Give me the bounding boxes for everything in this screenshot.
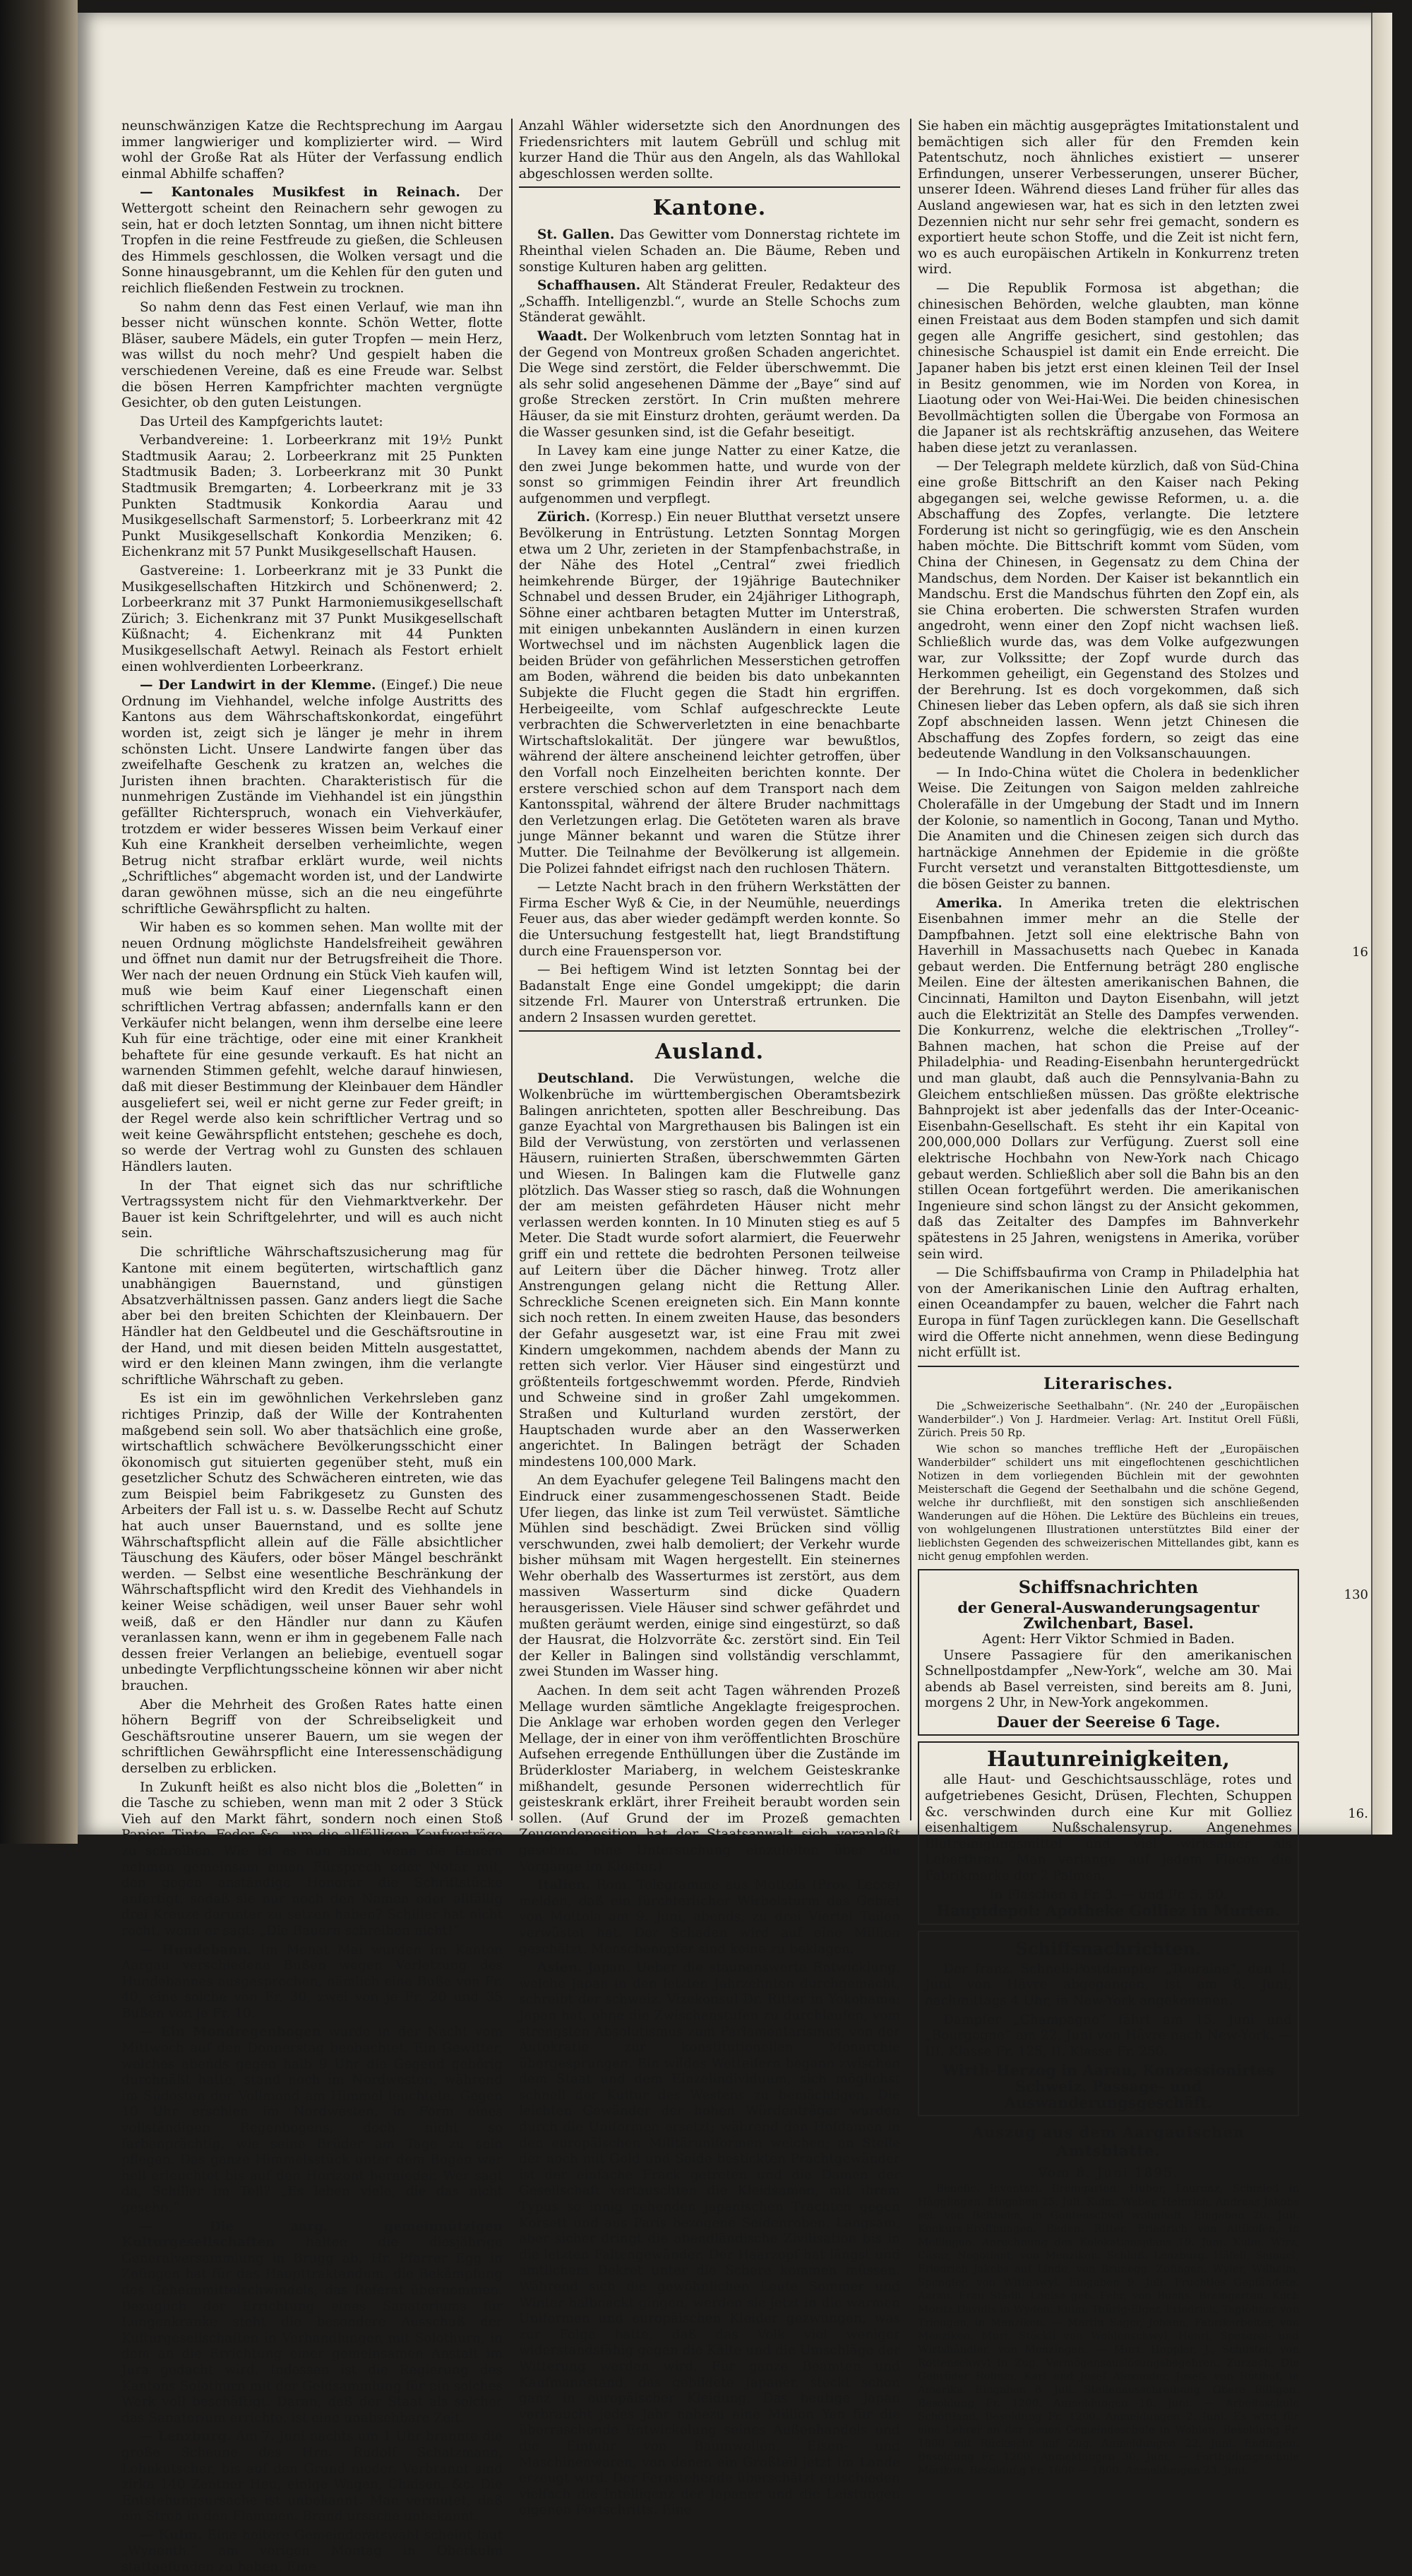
article-heading: — Lenzburg. bbox=[140, 2429, 232, 2445]
article-text: (Korresp.) Ein neuer Blutthat versetzt unsere Bevölkerung in Entrüstung. Letzten Sonntag Morgen etwa um 2 Uhr, zerieten in der Stampfenbachstraße, in der Nähe des Hotel „Central“ zwei friedlich heimkehrende Bürger, der 19jährige Bautechniker Schnabel und dessen Bruder, ein 24jähriger Lithograph, Söhne einer achtbaren betagten Mutter im Unterstraß, mit einigen unbekannten Ausländern in einen kurzen Wortwechsel und im nächsten Augenblick lagen die beiden Brüder von gefährlichen Messerstichen getroffen am Boden, während die beiden bis dato unbekannten Subjekte die Flucht gegen die Stadt hin ergriffen. Herbeigeeilte, vom Schlaf aufgeschreckte Leute verbrachten die Schwerverletzten in eine benachbarte Wirtschaftslokalität. Der jüngere war bewußtlos, während der ältere anscheinend leichter getroffen, über den Vorfall noch Einzelheiten berichten konnte. Der erstere verschied schon auf dem Transport nach dem Kantonsspital, während der ältere Bruder nachmittags den Verletzungen erlag. Die Getöteten waren als brave junge Männer bekannt und waren die Stütze ihrer Mutter. Die Teilnahme der Bevölkerung ist allgemein. Die Polizei fahndet eifrigst nach den ruchlosen Thätern. bbox=[519, 510, 900, 876]
article-text: Eine heitere Gemeinderatswahl scheint laut „Wynenth.“ am vorigen Montag in Oberkulm stattgefunden zu haben. Eine bbox=[121, 2527, 503, 2575]
paragraph: — Bei heftigem Wind ist letzten Sonntag bei der Badanstalt Enge eine Gondel umgekippt; die darin sitzende Frl. Maurer von Unterstraß ertrunken. Die andern 2 Insassen wurden gerettet. bbox=[519, 962, 900, 1025]
article-text: Das Gewitter vom Donnerstag richtete im Rheinthal vielen Schaden an. Die Bäume, Reben und sonstige Kulturen haben arg gelitten. bbox=[519, 227, 900, 275]
paragraph: — Letzte Nacht brach in den frühern Werkstätten der Firma Escher Wyß & Cie, in der Neumühle, neuerdings Feuer aus, das aber wieder gedämpft werden konnte. So die Untersuchung festgestellt hat, liegt Brandstiftung durch eine Frauensperson vor. bbox=[519, 880, 900, 959]
article-lenzburg bbox=[121, 2429, 503, 2525]
book-binding bbox=[0, 0, 78, 1844]
ad-body: Dampfer „Champagne“ fährt am 15. Juni und „Bourgogne“ am 22. Juni von Hâvre nach New-York. — III. Klasse Fr. 125, II. Klasse Fr. 250. bbox=[925, 2012, 1292, 2059]
paragraph: An dem Eyachufer gelegene Teil Balingens macht den Eindruck einer zusammengeschossenen Stadt. Beide Ufer liegen, das linke ist zum Teil verwüstet. Sämtliche Mühlen sind beschädigt. Zwei Brücken sind völlig verschwunden, zwei halb demoliert; der Verkehr wurde bisher mühsam mit Wagen hergestellt. Ein steinernes Wehr oberhalb des Wasserturmes ist zerstört, aus dem massiven Wasserturm sind dicke Quadern herausgerissen. Viele Häuser sind schwer gefährdet und mußten geräumt werden, einige sind eingestürzt, so daß der Hausrat, die Holzvorräte &c. zerstört sind. Ein Teil der Keller in Balingen sind vollständig verschlammt, zwei Stunden im Wasser hing. bbox=[519, 1473, 900, 1680]
article-heading: — Kulm. bbox=[140, 2527, 203, 2543]
article-amerika bbox=[918, 896, 1299, 1263]
paragraph: So nahm denn das Fest einen Verlauf, wie man ihn besser nicht wünschen konnte. Schön Wetter, flotte Bläser, saubere Mädels, ein guter Tropfen — mein Herz, was willst du noch mehr? Und gespielt haben die verschiedenen Vereine, daß es eine Freude war. Selbst die bösen Herren Kampfrichter machten vergnügte Gesichter, ob den guten Leistungen. bbox=[121, 299, 503, 411]
article-deutschland bbox=[519, 1071, 900, 1470]
paragraph: Das Urteil des Kampfgerichts lautet: bbox=[140, 414, 383, 429]
article-zurich bbox=[519, 510, 900, 877]
paragraph-schiffsbau: — Die Schiffsbaufirma von Cramp in Philadelphia hat von der Amerikanischen Linie den Auftrag erhalten, einen Oceandampfer zu bauen, welcher die Fahrt nach Europa in fünf Tagen zurücklegen kann. Die Gesellschaft wird die Offerte nicht annehmen, wenn diese Bedingung nicht erfüllt ist. bbox=[918, 1265, 1299, 1361]
column-divider-2 bbox=[910, 119, 911, 1820]
article-text: Der Wolkenbruch vom letzten Sonntag hat in der Gegend von Montreux großen Schaden angerichtet. Die Wege sind zerstört, die Felder überschwemmt. Die als sehr solid angesehenen Dämme der „Baye“ sind auf große Strecken zerstört. In Crin mußten mehrere Häuser, da sie mit Einsturz drohten, geräumt werden. Da die Wasser gesunken sind, ist die Gefahr beseitigt. bbox=[519, 328, 900, 440]
ad-body: Unsere Passagiere für den amerikanischen Schnellpostdampfer „New-York“, welche am 30. Mai abends ab Basel verreisten, sind bereits am 8. Juni, morgens 2 Uhr, in New-York angekommen. bbox=[925, 1647, 1292, 1711]
article-heading: — Hundebann. bbox=[140, 1942, 252, 1957]
amtsblatt-date: Vom 8. Juni 1895. bbox=[1038, 2166, 1179, 2181]
article-musikfest bbox=[121, 185, 503, 297]
column-1 bbox=[121, 119, 503, 2575]
article-kulm bbox=[121, 2528, 503, 2576]
article-heading: St. Gallen. bbox=[537, 227, 615, 243]
article-asien bbox=[519, 1960, 900, 2519]
ad-title: Schiffsnachrichten. bbox=[1015, 1938, 1202, 1959]
paragraph: In der That eignet sich das nur schriftliche Vertragssystem nicht für den Viehmarktverkehr. Der Bauer ist kein Schriftgelehrter, und will es auch nicht sein. bbox=[121, 1178, 503, 1241]
ad-footer: Dauer der Seereise 6 Tage. bbox=[996, 1712, 1221, 1731]
margin-mark: 130 bbox=[1344, 1587, 1368, 1602]
ad-depot: Hauptdepot: Apotheke Golliez in Murten. bbox=[936, 1902, 1281, 1920]
article-italien bbox=[519, 1878, 900, 1957]
newspaper-page bbox=[78, 13, 1392, 2575]
paragraph: Es ist ein im gewöhnlichen Verkehrsleben ganz richtiges Prinzip, daß der Wille der Kontrahenten maßgebend sein soll. Wo aber thatsächlich eine große, wirtschaftlich schwächere Bevölkerungsschicht einer ökonomisch gut situierten gegenüber steht, muß ein gesetzlicher Schutz des Schwächeren eintreten, wie das zum Beispiel beim Fabrikgesetz zu Gunsten des Arbeiters der Fall ist u. s. w. Dasselbe Recht auf Schutz hat auch unser Bauernstand, und es sollte jene Währschaftspflicht allein auf die Fälle absichtlicher Täuschung des Käufers, oder böser Mängel beschränkt werden. — Selbst eine wesentliche Beschränkung der Währschaftspflicht wird den Kredit des Viehhandels in keiner Weise schädigen, weil unser Bauer sehr wohl weiß, daß er den Händler nur dann zu Käufen veranlassen kann, wenn er ihm in gegebenem Falle nach dessen freier Verlangen an beliebige, eventuell sogar unbedingte Verpflichtungsscheine können wir aber nicht brauchen. bbox=[121, 1391, 503, 1693]
article-heading: Asien. bbox=[537, 1960, 582, 1976]
article-heading: Deutschland. bbox=[537, 1071, 634, 1087]
article-mondregenbogen bbox=[121, 2025, 503, 2216]
ad-golliez bbox=[918, 1741, 1299, 1924]
paragraph-telegraph: — Der Telegraph meldete kürzlich, daß von Süd-China eine große Bittschrift an den Kaiser nach Peking abgegangen sei, welche gewisse Reformen, u. a. die Abschaffung des Zopfes, verlangte. Die letztere Forderung ist nicht so geringfügig, wie es den Anschein haben möchte. Die Bittschrift kommt vom Süden, vom China der Chinesen, in Gegensatz zu dem China der Mandschus, dem Norden. Der Kaiser ist bekanntlich ein Mandschu. Erst die Mandschus führten den Zopf ein, als sie China eroberten. Die schwersten Strafen wurden angedroht, wenn einer den Zopf nicht wachsen ließ. Schließlich wurde das, was dem Volke aufgezwungen war, zur Volkssitte; der Zopf wurde durch das Herkommen geheiligt, ein Gegenstand des Stolzes und der Berehrung. Ist es doch vorgekommen, daß sich Chinesen lieber das Leben opfern, als daß sie sich ihren Zopf abschneiden lassen. Wenn jetzt Chinesen die Abschaffung des Zopfes fordern, so zeigt das eine bedeutende Wandlung in den Volksanschauungen. bbox=[918, 459, 1299, 762]
article-text: (Eingef.) Die neue Ordnung im Viehhandel, welche infolge Austritts des Kantons aus dem Währschaftskonkordat, eingeführt worden ist, zeigt sich je länger je mehr in ihrem schönsten Licht. Unsere Landwirte fangen über das zweifelhafte Geschenk zu kratzen an, welches die Juristen ihnen brachten. Charakteristisch für die nunmehrigen Zustände im Viehhandel ist ein jüngsthin gefällter Richterspruch, wonach ein Viehverkäufer, trotzdem er wider besseres Wissen beim Verkauf einer Kuh eine Krankheit derselben verheimlichte, wegen Betrug nicht strafbar erklärt wurde, weil nichts „Schriftliches“ abgemacht worden ist, und der Landwirte daran gewöhnen müsse, sich an die neu eingeführte schriftliche Gewährspflicht zu halten. bbox=[121, 678, 503, 917]
article-heading: Italien. bbox=[537, 1878, 590, 1893]
column-divider-1 bbox=[511, 119, 513, 1820]
column-2 bbox=[519, 119, 900, 2518]
article-heading: Schaffhausen. bbox=[537, 278, 641, 294]
ad-title: Schiffsnachrichten bbox=[1018, 1576, 1199, 1597]
section-title-ausland: Ausland. bbox=[654, 1039, 765, 1065]
article-heading: Waadt. bbox=[537, 328, 588, 344]
article-heading: Zürich. bbox=[537, 510, 590, 525]
paragraph: Anzahl Wähler widersetzte sich den Anordnungen des Friedensrichters mit lautem Gebrüll und schlug mit kurzer Hand die Thür aus den Angeln, als das Wahllokal abgeschlossen werden sollte. bbox=[519, 119, 900, 181]
article-heading: Amerika. bbox=[936, 895, 1003, 911]
article-heading: — Kantonales Musikfest in Reinach. bbox=[140, 185, 460, 201]
section-title-literarisches: Literarisches. bbox=[1043, 1374, 1173, 1393]
article-heading: — Ein Mondregenbogen bbox=[140, 2025, 322, 2040]
article-hundebann bbox=[121, 1943, 503, 2022]
ad-touraine bbox=[918, 1931, 1299, 2116]
ad-title: Hautunreinigkeiten, bbox=[986, 1747, 1231, 1772]
paragraph: In Lavey kam eine junge Natter zu einer Katze, die den zwei Junge bekommen hatte, und wurde von der sonst so grimmigen Feindin ihrer Art freundlich aufgenommen und verpflegt. bbox=[519, 443, 900, 506]
section-title-kantone: Kantone. bbox=[652, 196, 767, 221]
section-rule bbox=[519, 186, 900, 188]
section-rule bbox=[519, 1030, 900, 1032]
article-waadt bbox=[519, 329, 900, 441]
article-st-gallen bbox=[519, 227, 900, 275]
article-text: halten die diesjährige Generalversammlung in Brugg ab. Hr. Pfarrer Egg in Zofingen hat für das Haupttraktandum, die Bekämpfung des Geheimmittelschwindels, das Referat übernommen. Bezüglich der Errichtung eines Sanatoriums für Lungenkranke steht die besondere Ausschuß der Kulturgesellschaften in Verhandlungen mit Solothurn, in dem an die Errichtung einer gemeinsamen Anstalt im Jura gedacht wird. Indessen ist die Regierung des Kantons Solothurn mit der Geldsammlung für ein solches Werk voll beschäftigt. Daran, daß der Staat als solcher das Sanatorium errichte, ist eine unabsehbare Zeit. bbox=[121, 2235, 503, 2426]
ad-agent: Wirth-Herzog in Aarau, Konzessionirtes Schweiz. Passage- und Auswanderungsgeschäft. bbox=[942, 2061, 1275, 2111]
article-text: Rom. Telegramme aus Mottola (Prov. Lecce) melden, daß ein fürchterlicher Wirbelsturm das Gebiet von Mottola am 9. Juni, abends, zu drei Viertel Teilen verwüstet hat. Der Schaden wird auf eine Million geschätzt. Menschenopfer sind keine zu beklagen. bbox=[519, 1878, 900, 1957]
paragraph-aachen: Aachen. In dem seit acht Tagen währenden Prozeß Mellage wurden sämtliche Angeklagte freigesprochen. Die Anklage war erhoben worden gegen den Verleger Mellage, der in einer von ihm veröffentlichten Broschüre Aufsehen erregende Enthüllungen über die Zustände im Brüderkloster Mariaberg, in welchem Geisteskranke mißhandelt, gesunde Personen widerrechtlich für geisteskrank erklärt, ihrer Freiheit beraubt worden sein sollen. (Auf Grund der im Prozeß gemachten Zeugendeposition hat der Staatsanwalt sich veranlaßt gesehen, eine Untersuchung einzuleiten über die Vorgänge im Kloster.) bbox=[519, 1683, 900, 1874]
article-text: wurde in der Nacht vom Mittwoch auf den Donnerstag beobachtet. Ein Gewitter, welches abends gegen halb 9 Uhr die Gegend gehörig durchnäßt hatte, stand noch im Nordwesten, während im Südosten der Vollmond am Himmel leuchtete. Gegen 10 Uhr erschien im Nordwesten, in Form eines vollständigen Regenbogens, doch nicht so farbenprächtig, wie seine Brüder am Tage zu sein pflegen. Das ganze Himmelsstück unter dem Bogen war hell erleuchtet bis auf den Horizont hernieder. Wer sagt da, Schiller im Tell? „Es leben viele, die das nicht gesehn.“ bbox=[121, 2025, 503, 2215]
ad-zwilchenbart bbox=[918, 1569, 1299, 1736]
paragraph-gastvereine: Gastvereine: 1. Lorbeerkranz mit je 33 Punkt die Musikgesellschaften Hitzkirch und Schönenwerd; 2. Lorbeerkranz mit 37 Punkt Harmoniemusikgesellschaft Zürich; 3. Eichenkranz mit 37 Punkt Musikgesellschaft Küßnacht; 4. Eichenkranz mit 44 Punkten Musikgesellschaft Aetwyl. Reinach als Festort erhielt einen wohlverdienten Lorbeerkranz. bbox=[121, 564, 503, 674]
article-text: Japan. Ueber die staunenswerte Entwicklung, welche Japan in den letzten Jahrzehnten durchgemacht, schreibt der schweiz. Vizekonsul Dr. Ritter in Yokohama: Japan hat, ohne die Zwischenstufen zu durchlaufen, vom strengsten Absolutismus zum Parlamentarismus, von der Autokratie zur konstitutionellen Monarchie übergesprungen. Ein wildes Wetteifern begann zwischen dem Staat und dem Einzelindividuum, sich möglichst schnell der Kultur des Westens zu bemächtigen. Die leichten Gewänder der hohen Würdenträger wurden durch die Uniformen ersetzt; während den Hofdamen in den europäischen Militäruniformen weichen; an Stelle der noch mit Gold und Seide bestickten Prachtgewänder ist der einfache Frack getreten und die Damen der Gesellschaft vertauschten die Kleidsamen, mit ihrem Typus so innig gehenden japanischen Trachten gegen Korsett und aus Paris bezogene Seidenroben. Langsam, aber sicher dringt die abendländische Zivilisation bis in die letzten Faltengewänder. Der Haarzopf hat längst und amtlichem Dekret unter die Schere kommen müssen. Während sich die gewöhnlichen Leute Sommer und Winter halbnackt gingen, werden sie jetzt in die warmen Uniformen und europäischen Kleider gezwungen, was zur Folge hatte, daß das Volk viel weniger widerstandsfähig gegen die Kälte und die Umschläge der Witterung werden wird. Für ganze Beamten und Kaufmannstand, das gebildete Japaner, steckt schon ganz in europäischer Kleidung. Das heutige Japan verbraucht jedes Jahr nahezu eine Million Yen für die überraschende Entwickelung seines Außenhandels und die Einfuhr von Baumwollen, Eisen- und Maschinenwaren, von denen ein Großteil jetzt im Lande erzeugt wird. Der Fernstehende überschätzt entschieden vielfach die Intelligenz der Japaner und die Leistungen eigenen Fortschritts. Eine bbox=[519, 1960, 900, 2518]
article-text: Am 7. Juni nachts um 1 Uhr brannte die große Scheune des Hrn. Rudolf Schatzmann, Lohnkutscher, bis auf den Grund nieder. Verbrannt sind zirka 140 Zentner Heu, einige Wagen, Chaisen, &c. Die Entstehungsursache ist unbekannt. Man vermutet, daß ein Stroh in den Flammen. Brand ursache unbekannt. bbox=[121, 2429, 503, 2524]
ad-body: Der franz. Schnell-Postdampfer „Touraine“, den 1. Juni von Hâvre abgegangen, ist am 8. Juni, nachmittags 4 Uhr, in New-York angekommen. bbox=[925, 1961, 1292, 2008]
article-kulturgesellschaften bbox=[121, 2219, 503, 2427]
ad-price: In Flaschen à Fr. 3. — und Fr. 5. 50. bbox=[989, 1887, 1228, 1902]
article-text: Die Verwüstungen, welche die Wolkenbrüche im württembergischen Oberamtsbezirk Balingen anrichteten, spotten aller Beschreibung. Das ganze Eyachtal von Margrethausen bis Balingen ist ein Bild der Verwüstung, von zerstörten und verlassenen Häusern, ruinierten Straßen, überschwemmten Gärten und Wiesen. In Balingen kam die Flutwelle ganz plötzlich. Das Wasser stieg so rasch, daß die Wohnungen der am meisten gefährdeten Häuser nicht mehr verlassen werden konnten. In 10 Minuten stieg es auf 5 Meter. Die Stadt wurde sofort alarmiert, die Feuerwehr griff ein und rettete die bedrohten Personen teilweise auf Leitern über die Dächer hinweg. Trotz aller Anstrengungen gelang nicht die Rettung Aller. Schreckliche Scenen ereigneten sich. Ein Mann konnte sich noch retten. In einem zweiten Hause, das besonders der Gefahr ausgesetzt war, ist eine Frau mit zwei Kindern umgekommen, nachdem abends der Mann zu retten sich verlor. Vier Häuser sind eingestürzt und größtenteils fortgeschwemmt worden. Pferde, Rindvieh und Schweine sind in großer Zahl umgekommen. Straßen und Kulturland wurden zerstört, der Hauptschaden wurde aber an den Wasserwerken angerichtet. In Balingen beträgt der Schaden mindestens 100,000 Mark. bbox=[519, 1071, 900, 1469]
ad-subtitle: der General-Auswanderungsagentur Zwilchenbart, Basel. bbox=[957, 1598, 1260, 1633]
ad-agent: Agent: Herr Viktor Schmied in Baden. bbox=[982, 1631, 1235, 1647]
paragraph-verbandvereine: Verbandvereine: 1. Lorbeerkranz mit 19½ Punkt Stadtmusik Aarau; 2. Lorbeerkranz mit 25 Punkten Stadtmusik Baden; 3. Lorbeerkranz mit 30 Punkt Stadtmusik Bremgarten; 4. Lorbeerkranz mit je 33 Punkten Stadtmusik Konkordia Aarau und Musikgesellschaft Sarmenstorf; 5. Lorbeerkranz mit 42 Punkt Musikgesellschaft Konkordia Menziken; 6. Eichenkranz mit 57 Punkt Musikgesellschaft Hausen. bbox=[121, 433, 503, 560]
literature-review: Wie schon so manches treffliche Heft der „Europäischen Wanderbilder“ schildert uns mit eingeflochtenen geschichtlichen Notizen in dem vorliegenden Büchlein mit der gewohnten Meisterschaft die Gegend der Seethalbahn und die schöne Gegend, welche ihr durchfließt, mit den sonstigen sich anschließenden Wanderungen auf die Höhen. Die Lektüre des Büchleins ein treues, von wohlgelungenen Illustrationen unterstütztes Bild einer der lieblichsten Gegenden des schweizerischen Mittellandes gibt, kann es nicht genug empfohlen werden. bbox=[918, 1442, 1299, 1563]
article-text: Der Wettergott scheint den Reinachern sehr gewogen zu sein, hat er doch letzten Sonntag, um ihnen nicht bittere Tropfen in die reine Festfreude zu gießen, die Schleusen des Himmels geschlossen, die Wolken versagt und die Sonne hinausgebrannt, um die Kehlen für den guten und reichlich fließenden Festwein zu trocknen. bbox=[121, 185, 503, 296]
margin-mark: 16. bbox=[1348, 1806, 1368, 1821]
article-schaffhausen bbox=[519, 278, 900, 326]
amtsblatt-body: Benefic. Inventari. Bremgarten. Huber, Laurenz, Schmied in Hägglingen. Eingaben 25. Juli. Kulm. Weber, Heinrich, Andreas Jakobs sel. von Beltheim, in Gontenschwil wohnhaft. Eingaben 20. Juli. Konkurs-Eröffnungen. Baden. Ritter, Friedrich von Altikofen, in Mellingen. Anrechnung des Kolokationsplans 19. Juni. Kulm. Wirz, Cäsar, Negotiant, von Menziken. Schluß. Lenzburg. Häfeli, Samuel, Friedrich Jakobs auf Linde, von Brunegg. Zofingen. Wyler, Wilhelm, Spengler, von Wittenwyl. Eingaben 9. Juli. Fruchtlos Gepfändete. Aarau. Frau Städli, Louise geb. Fehr, von Buchs. Bremgarten. Koch Moritz Davidis in Wyden. Kulm. Thürig-Eiger, Friedrich, Taglöhner von Triengen, in Menziken. — Martin Sager, Johann, Fabrikarbeiter, von Menziken. Muri. Stöckli von Wohlenschwyl, Henri, Spezerei- und Wirtshändler, von Menzingen. — Muri. Hoppler, J., Schuster, von Rottenschwyl in Zug. Vermögensauslösungsbegehren. Zurzach. Die Gebrüder Rohner, Karl und Josef Alexander, Josefs von Rütihof, in Amerika. Eingaben 8. Juli. Stellenausschreibung. Obere Billigen. Besoldung Fr. 1200. Anmeldungen 16. Juni. — Arbeitsschule Schöftland. Besoldung Fr. 1200. Anmeldungen 2. Juni. Es wird für eine Lehrer an der neuen Gemeindeschule in Wohlen. Besoldung Fr. 1800 mit Rücksicht auf Zug. Anmeldungen 22. Juni. Endingen. Besoldung Fr. 1200. Anmeldungen 30. Juni. — Fortbildungsschule Mörikon. Besoldung Fr. 1600 — 1800. Anmeldungen 23. Juni. bbox=[918, 2181, 1299, 2476]
amtsblatt-title: Auszug aus dem Aargauischen Amtsblatte. bbox=[971, 2123, 1245, 2160]
paragraph: Aber die Mehrheit des Großen Rates hatte einen höhern Begriff von der Schreibseligkeit und Geschäftsroutine unserer Bauern, um sie wegen der schriftlichen Gewährspflicht eine Interessenschädigung derselben zu erblicken. bbox=[121, 1697, 503, 1776]
paragraph-formosa: — Die Republik Formosa ist abgethan; die chinesischen Behörden, welche glaubten, man könne einen Freistaat aus dem Boden stampfen und sich damit gegen alle Angriffe gesichert, sind gestohlen; das chinesische Schauspiel ist damit ein Ende erreicht. Die Japaner haben bis jetzt erst einen kleinen Teil der Insel in Besitz genommen, wie im Norden von Korea, in Liaotung oder von Wei-Hai-Wei. Die beiden chinesischen Bevollmächtigten sollen die Übergabe von Formosa an die Japaner ist als rechtskräftig anzusehen, das Weitere haben diese jetzt zu veranlassen. bbox=[918, 280, 1299, 455]
next-page-edge bbox=[1371, 13, 1392, 1835]
article-heading: — Der Landwirt in der Klemme. bbox=[140, 678, 376, 693]
article-text: Alt Ständerat Freuler, Redakteur des „Schaffh. Intelligenzbl.“, wurde an Stelle Schochs zum Ständerat gewählt. bbox=[519, 278, 900, 326]
paragraph: Die schriftliche Währschaftszusicherung mag für Kantone mit einem begüterten, wirtschaftlich ganz unabhängigen Bauernstand, und günstigen Absatzverhältnissen passen. Ganz anders liegt die Sache aber bei den breiten Schichten der Kleinbauern. Der Händler hat den Geldbeutel und die Geschäftsroutine in der Hand, und mit diesen beiden Mitteln ausgestattet, wird er den kleinen Mann zwingen, ihm die verlangte schriftliche Währschaft zu geben. bbox=[121, 1244, 503, 1388]
paragraph: In Zukunft heißt es also nicht blos die „Boletten“ in die Tasche zu schieben, wenn man mit 2 oder 3 Stück Vieh auf den Markt fährt, sondern noch einen Stoß Papier, Tinte, Feder &c., um die allfälligen Kaufverträge zu schreiben. Wie ist es nun aber, wenn die Bauern nehmen gemeinsam einen Fürsprech oder Notar mit, den gegen anständige Honorar die Schriftstücke anfertigt, sodaß sie nur noch den Namen oder allfällig drei Kreuze darunter zu setzen haben? Schiller hat nicht recht, wenn er sagt: „Die Bauern schreiben nicht!“ bbox=[121, 1779, 503, 1938]
paragraph: Sie haben ein mächtig ausgeprägtes Imitationstalent und bemächtigen sich aller für den Fremden kein Patentschutz, noch ähnliches existiert — unserer Erfindungen, unserer Verbesserungen, unserer Bücher, unserer Ideen. Während dieses Land früher für alles das Ausland angewiesen war, hat es sich in den letzten zwei Dezennien nicht nur sehr sehr frei gemacht, sondern es exportiert heute schon Stoffe, und die Zeit ist nicht fern, wo es auch europäischen Artikeln in Konkurrenz treten wird. bbox=[918, 119, 1299, 278]
ad-body: alle Haut- und Geschichtsausschläge, rotes und aufgetriebenes Gesicht, Drüsen, Flechten, Schuppen &c. verschwinden durch eine Kur mit Golliez eisenhaltigem Nußschalensyrup. Angenehmes Blutreinigungsmittel und viel wirksamer als Leberthran. Man verlange auf jedem Flacon die Fabrikmarke der 2 Palmen. bbox=[925, 1772, 1292, 1884]
paragraph-indo-china: — In Indo-China wütet die Cholera in bedenklicher Weise. Die Zeitungen von Saigon melden zahlreiche Cholerafälle in der Umgebung der Stadt und im Innern der Kolonie, so namentlich in Gocong, Tanan und Mytho. Die Anamiten und die Chinesen zeigen sich durch das hartnäckige Annehmen der Epidemie in die größte Furcht versetzt und veranstalten Bittgottesdienste, um die bösen Geister zu bannen. bbox=[918, 765, 1299, 892]
paragraph: neunschwänzigen Katze die Rechtsprechung im Aargau immer langwieriger und komplizierter wird. — Wird wohl der Große Rat als Hüter der Verfassung endlich einmal Abhilfe schaffen? bbox=[121, 119, 503, 181]
article-text: Im Monat Mai wurden im Kanton Aargau verschiedene Bußen wegen Verletzung des Hundebannes ausgesprochen, nämlich eine Buße von Fr. 40, eine solche von Fr. 30, zwei von je Fr. 20 und 35 Bußen von je Fr. 10. bbox=[121, 1942, 503, 2021]
article-landwirt bbox=[121, 678, 503, 917]
literature-entry: Die „Schweizerische Seethalbahn“. (Nr. 240 der „Europäischen Wanderbilder“.) Von J. Hardmeier. Verlag: Art. Institut Orell Füßli, Zürich. Preis 50 Rp. bbox=[918, 1399, 1299, 1439]
margin-mark: 16 bbox=[1352, 945, 1368, 960]
section-rule bbox=[918, 1366, 1299, 1367]
column-3 bbox=[918, 119, 1299, 2476]
article-text: In Amerika treten die elektrischen Eisenbahnen immer mehr an die Stelle der Dampfbahnen. Jetzt soll eine elektrische Bahn von Haverhill in Massachusetts nach Quebec in Kanada gebaut werden. Die Entfernung beträgt 280 englische Meilen. Eine der ältesten amerikanischen Bahnen, die Cincinnati, Hamilton und Dayton Eisenbahn, will jetzt auch die Elektrizität an Stelle des Dampfes verwenden. Die Konkurrenz, welche die elektrischen „Trolley“-Bahnen machen, hat schon die Preise auf der Philadelphia- und Reading-Eisenbahn heruntergedrückt und man glaubt, daß auch die Pennsylvania-Bahn zu Gleichem entschließen müssen. Das größte elektrische Bahnprojekt ist aber jedenfalls das der Inter-Oceanic-Eisenbahn-Gesellschaft. Es steht ihr ein Kapital von 200,000,000 Dollars zur Verfügung. Zuerst soll eine elektrische Hochbahn von New-York nach Chicago gebaut werden. Schließlich aber soll die Bahn bis an den stillen Ocean fortgeführt werden. Die amerikanischen Ingenieure sind schon längst zu der Ansicht gekommen, daß das Zeitalter des Dampfes im Bahnverkehr spätestens in 25 Jahren, wenigstens in Amerika, vorüber sein wird. bbox=[918, 895, 1299, 1262]
paragraph: Wir haben es so kommen sehen. Man wollte mit der neuen Ordnung möglichste Handelsfreiheit gewähren und öffnet nun damit nur der Betrugsfreiheit die Thore. Wer nach der neuen Ordnung ein Stück Vieh kaufen will, muß wie beim Kauf einer Liegenschaft einen schriftlichen Vertrag abfassen; andernfalls kann er den Verkäufer nicht belangen, wenn ihm derselbe eine leere Kuh für eine trächtige, oder eine mit einer Krankheit behaftete für eine gesunde verkauft. Es hat nicht an warnenden Stimmen gefehlt, welche darauf hinwiesen, daß mit dieser Bestimmung der Kleinbauer dem Händler ausgeliefert sei, weil er nicht gerne zur Feder greift; in der Regel werde also kein schriftlicher Vertrag und so weit keine Gewährspflicht entstehen; geschehe es doch, so werde der Vertrag wohl zu Gunsten des schlauen Händlers lauten. bbox=[121, 920, 503, 1174]
article-heading: — Die aarg. gemeinnützigen Kulturgesellschaften bbox=[121, 2219, 503, 2250]
